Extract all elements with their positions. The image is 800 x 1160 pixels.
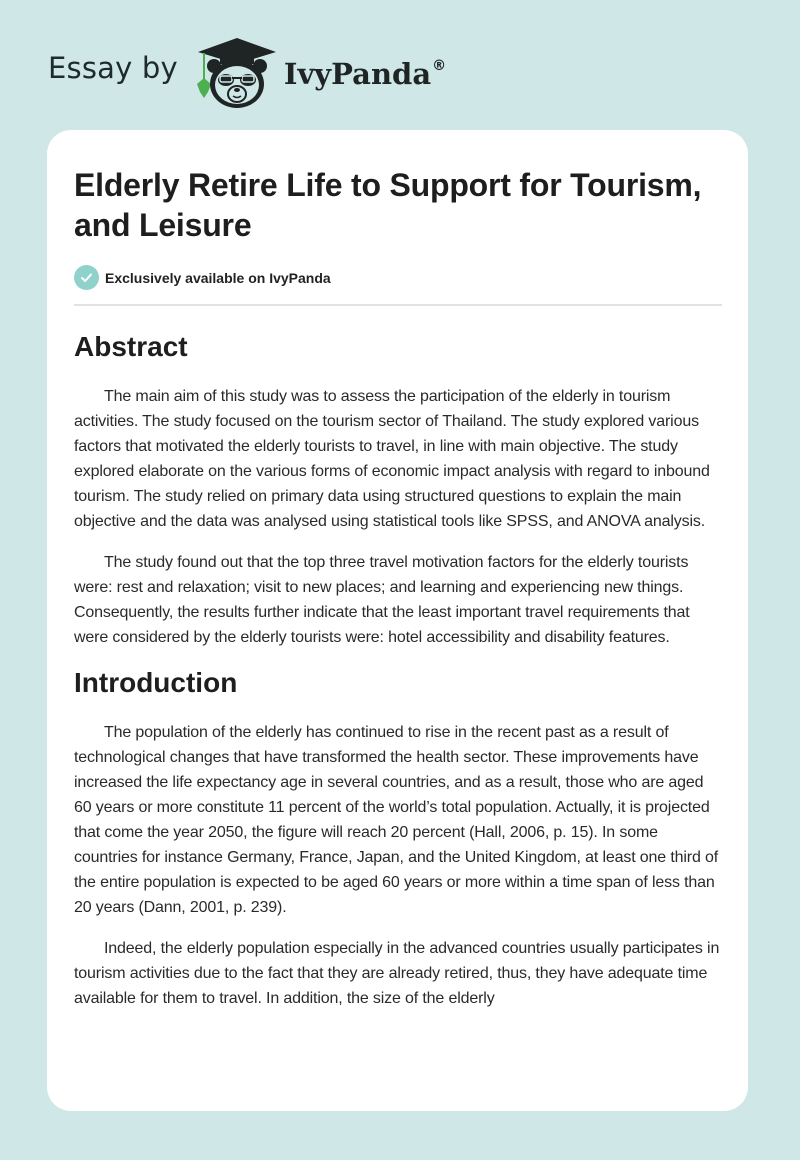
section-abstract [74,330,722,650]
paragraph: The main aim of this study was to assess the participation of the elderly in tourism activities. The study focused on the tourism sector of Thailand. The study explored various factors that motivated the elderly tourists to travel, in line with main objective. The study explored elaborate on the various forms of economic impact analysis with regard to inbound tourism. The study relied on primary data using structured questions to explain the main objective and the data was analysed using statistical tools like SPSS, and ANOVA analysis. [74,388,710,530]
registered-mark: ® [432,58,447,74]
section-heading-abstract: Abstract [74,331,188,362]
site-header [48,34,446,110]
brand-name[interactable]: IvyPanda® [283,57,447,91]
title-divider [74,304,722,306]
panda-graduate-logo-icon[interactable] [192,34,282,110]
section-introduction [74,666,722,1011]
check-circle-icon [74,265,99,290]
page-title: Elderly Retire Life to Support for Tourism, and Leisure [74,167,702,243]
section-heading-introduction: Introduction [74,667,238,698]
essay-card [47,130,748,1111]
exclusive-badge [74,265,722,290]
essay-by-label: Essay by [48,51,178,85]
paragraph: Indeed, the elderly population especially in the advanced countries usually participates in tourism activities due to the fact that they are already retired, thus, they have adequate time available for them to travel. In addition, the size of the elderly [74,940,720,1007]
paragraph: The study found out that the top three travel motivation factors for the elderly tourists were: rest and relaxation; visit to new places; and learning and experiencing new things. Consequently, the results further indicate that the least important travel requirements that were considered by the elderly tourists were: hotel accessibility and disability features. [74,554,690,646]
exclusive-badge-text: Exclusively available on IvyPanda [105,269,331,286]
paragraph: The population of the elderly has continued to rise in the recent past as a result of technological changes that have transformed the health sector. These improvements have increased the life expectancy age in several countries, and as a result, those who are aged 60 years or more constitute 11 percent of the world’s total population. Actually, it is projected that come the year 2050, the figure will reach 20 percent (Hall, 2006, p. 15). In some countries for instance Germany, France, Japan, and the United Kingdom, at least one third of the entire population is expected to be aged 60 years or more within a time span of less than 20 years (Dann, 2001, p. 239). [74,724,719,916]
